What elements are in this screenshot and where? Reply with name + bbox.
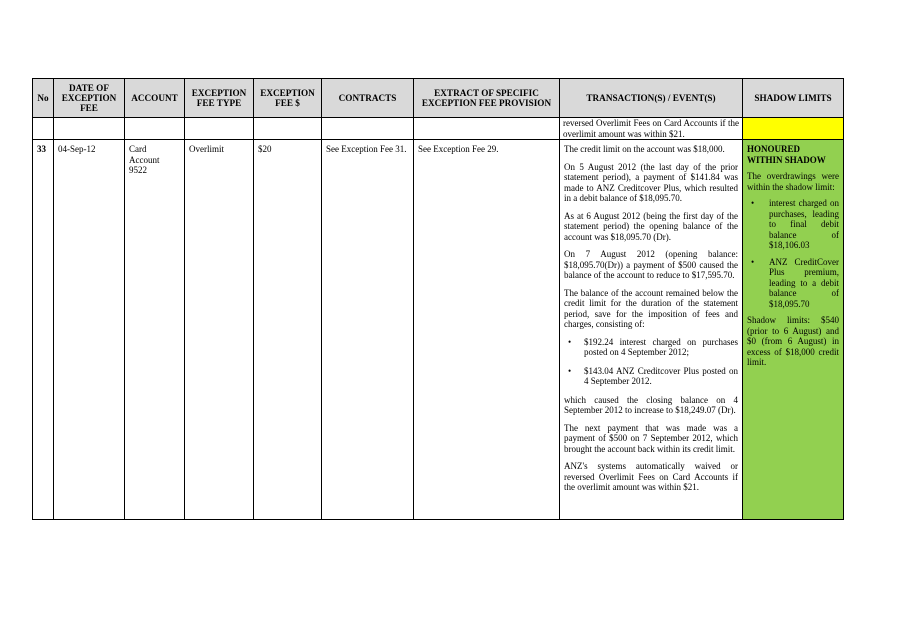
row-contracts: [322, 140, 414, 520]
tx-paragraph: The credit limit on the account was $18,000.: [564, 144, 725, 154]
header-transactions: TRANSACTION(S) / EVENT(S): [560, 79, 743, 118]
cont-no: [33, 118, 54, 140]
row-account-text: Card Account 9522: [129, 144, 160, 175]
tx-paragraph: which caused the closing balance on 4 September 2012 to increase to $18,249.07 (Dr).: [564, 394, 738, 415]
tx-bullet-item: • $143.04 ANZ Creditcover Plus posted on 4 September 2012.: [584, 366, 738, 387]
header-extract: EXTRACT OF SPECIFIC EXCEPTION FEE PROVISION: [414, 79, 560, 118]
header-contracts: CONTRACTS: [322, 79, 414, 118]
tx-paragraph: The balance of the account remained below the credit limit for the duration of the statement period, save for the imposition of fees and charges, consisting of:: [564, 287, 738, 329]
tx-bullet-item: • $192.24 interest charged on purchases posted on 4 September 2012;: [584, 337, 738, 358]
cont-shadow-highlight: [743, 118, 844, 140]
tx-paragraph: On 7 August 2012 (opening balance: $18,095.70(Dr)) a payment of $500 caused the balance of the account to reduce to $17,595.70.: [564, 249, 738, 280]
row-date-text: 04-Sep-12: [58, 144, 96, 154]
row-account: [125, 140, 185, 520]
row-date: [54, 140, 125, 520]
tx-paragraph: On 5 August 2012 (the last day of the prior statement period), a payment of $141.84 was made to ANZ Creditcover Plus, which resulted in a debit balance of $18,095.70.: [564, 161, 738, 203]
cont-fee-type: [185, 118, 254, 140]
row-fee-text: $20: [258, 144, 272, 154]
tx-bullet-list: [564, 337, 738, 387]
shadow-paragraph: Shadow limits: $540 (prior to 6 August) and $0 (from 6 August) in excess of $18,000 credit limit.: [747, 315, 839, 367]
cont-contracts: [322, 118, 414, 140]
header-no: No: [33, 79, 54, 118]
cont-account: [125, 118, 185, 140]
shadow-bullet-list: [747, 198, 839, 309]
transactions-content: [560, 140, 742, 493]
header-fee: EXCEPTION FEE $: [254, 79, 322, 118]
header-account: ACCOUNT: [125, 79, 185, 118]
row-fee: [254, 140, 322, 520]
table-row: [33, 140, 844, 520]
row-extract-text: See Exception Fee 29.: [418, 144, 499, 154]
row-fee-type-text: Overlimit: [189, 144, 224, 154]
continuation-row: [33, 118, 844, 140]
cont-transactions-text: reversed Overlimit Fees on Card Accounts if the overlimit amount was within $21.: [563, 118, 739, 139]
row-no-text: 33: [37, 144, 46, 154]
row-extract: [414, 140, 560, 520]
row-contracts-text: See Exception Fee 31.: [326, 144, 407, 154]
shadow-content: [743, 140, 843, 368]
table-header-row: [33, 79, 844, 118]
tx-paragraph: The next payment that was made was a payment of $500 on 7 September 2012, which brought the account back within its credit limit.: [564, 422, 738, 454]
shadow-heading: HONOURED WITHIN SHADOW: [747, 144, 826, 165]
row-transactions: [560, 140, 743, 520]
cont-transactions: [560, 118, 743, 140]
header-date: DATE OF EXCEPTION FEE: [54, 79, 125, 118]
shadow-bullet-item: • ANZ CreditCover Plus premium, leading to a debit balance of $18,095.70: [769, 257, 839, 310]
exception-fee-table: [32, 78, 844, 520]
row-shadow-limits: [743, 140, 844, 520]
row-no: [33, 140, 54, 520]
row-fee-type: [185, 140, 254, 520]
cont-date: [54, 118, 125, 140]
cont-fee: [254, 118, 322, 140]
header-fee-type: EXCEPTION FEE TYPE: [185, 79, 254, 118]
tx-paragraph: As at 6 August 2012 (being the first day of the statement period) the opening balance of the account was $18,095.70 (Dr).: [564, 210, 738, 242]
cont-extract: [414, 118, 560, 140]
shadow-paragraph: The overdrawings were within the shadow limit:: [747, 171, 839, 192]
tx-paragraph: ANZ's systems automatically waived or reversed Overlimit Fees on Card Accounts if the overlimit amount was within $21.: [564, 461, 738, 492]
header-shadow-limits: SHADOW LIMITS: [743, 79, 844, 118]
shadow-bullet-item: • interest charged on purchases, leading to final debit balance of $18,106.03: [769, 198, 839, 251]
